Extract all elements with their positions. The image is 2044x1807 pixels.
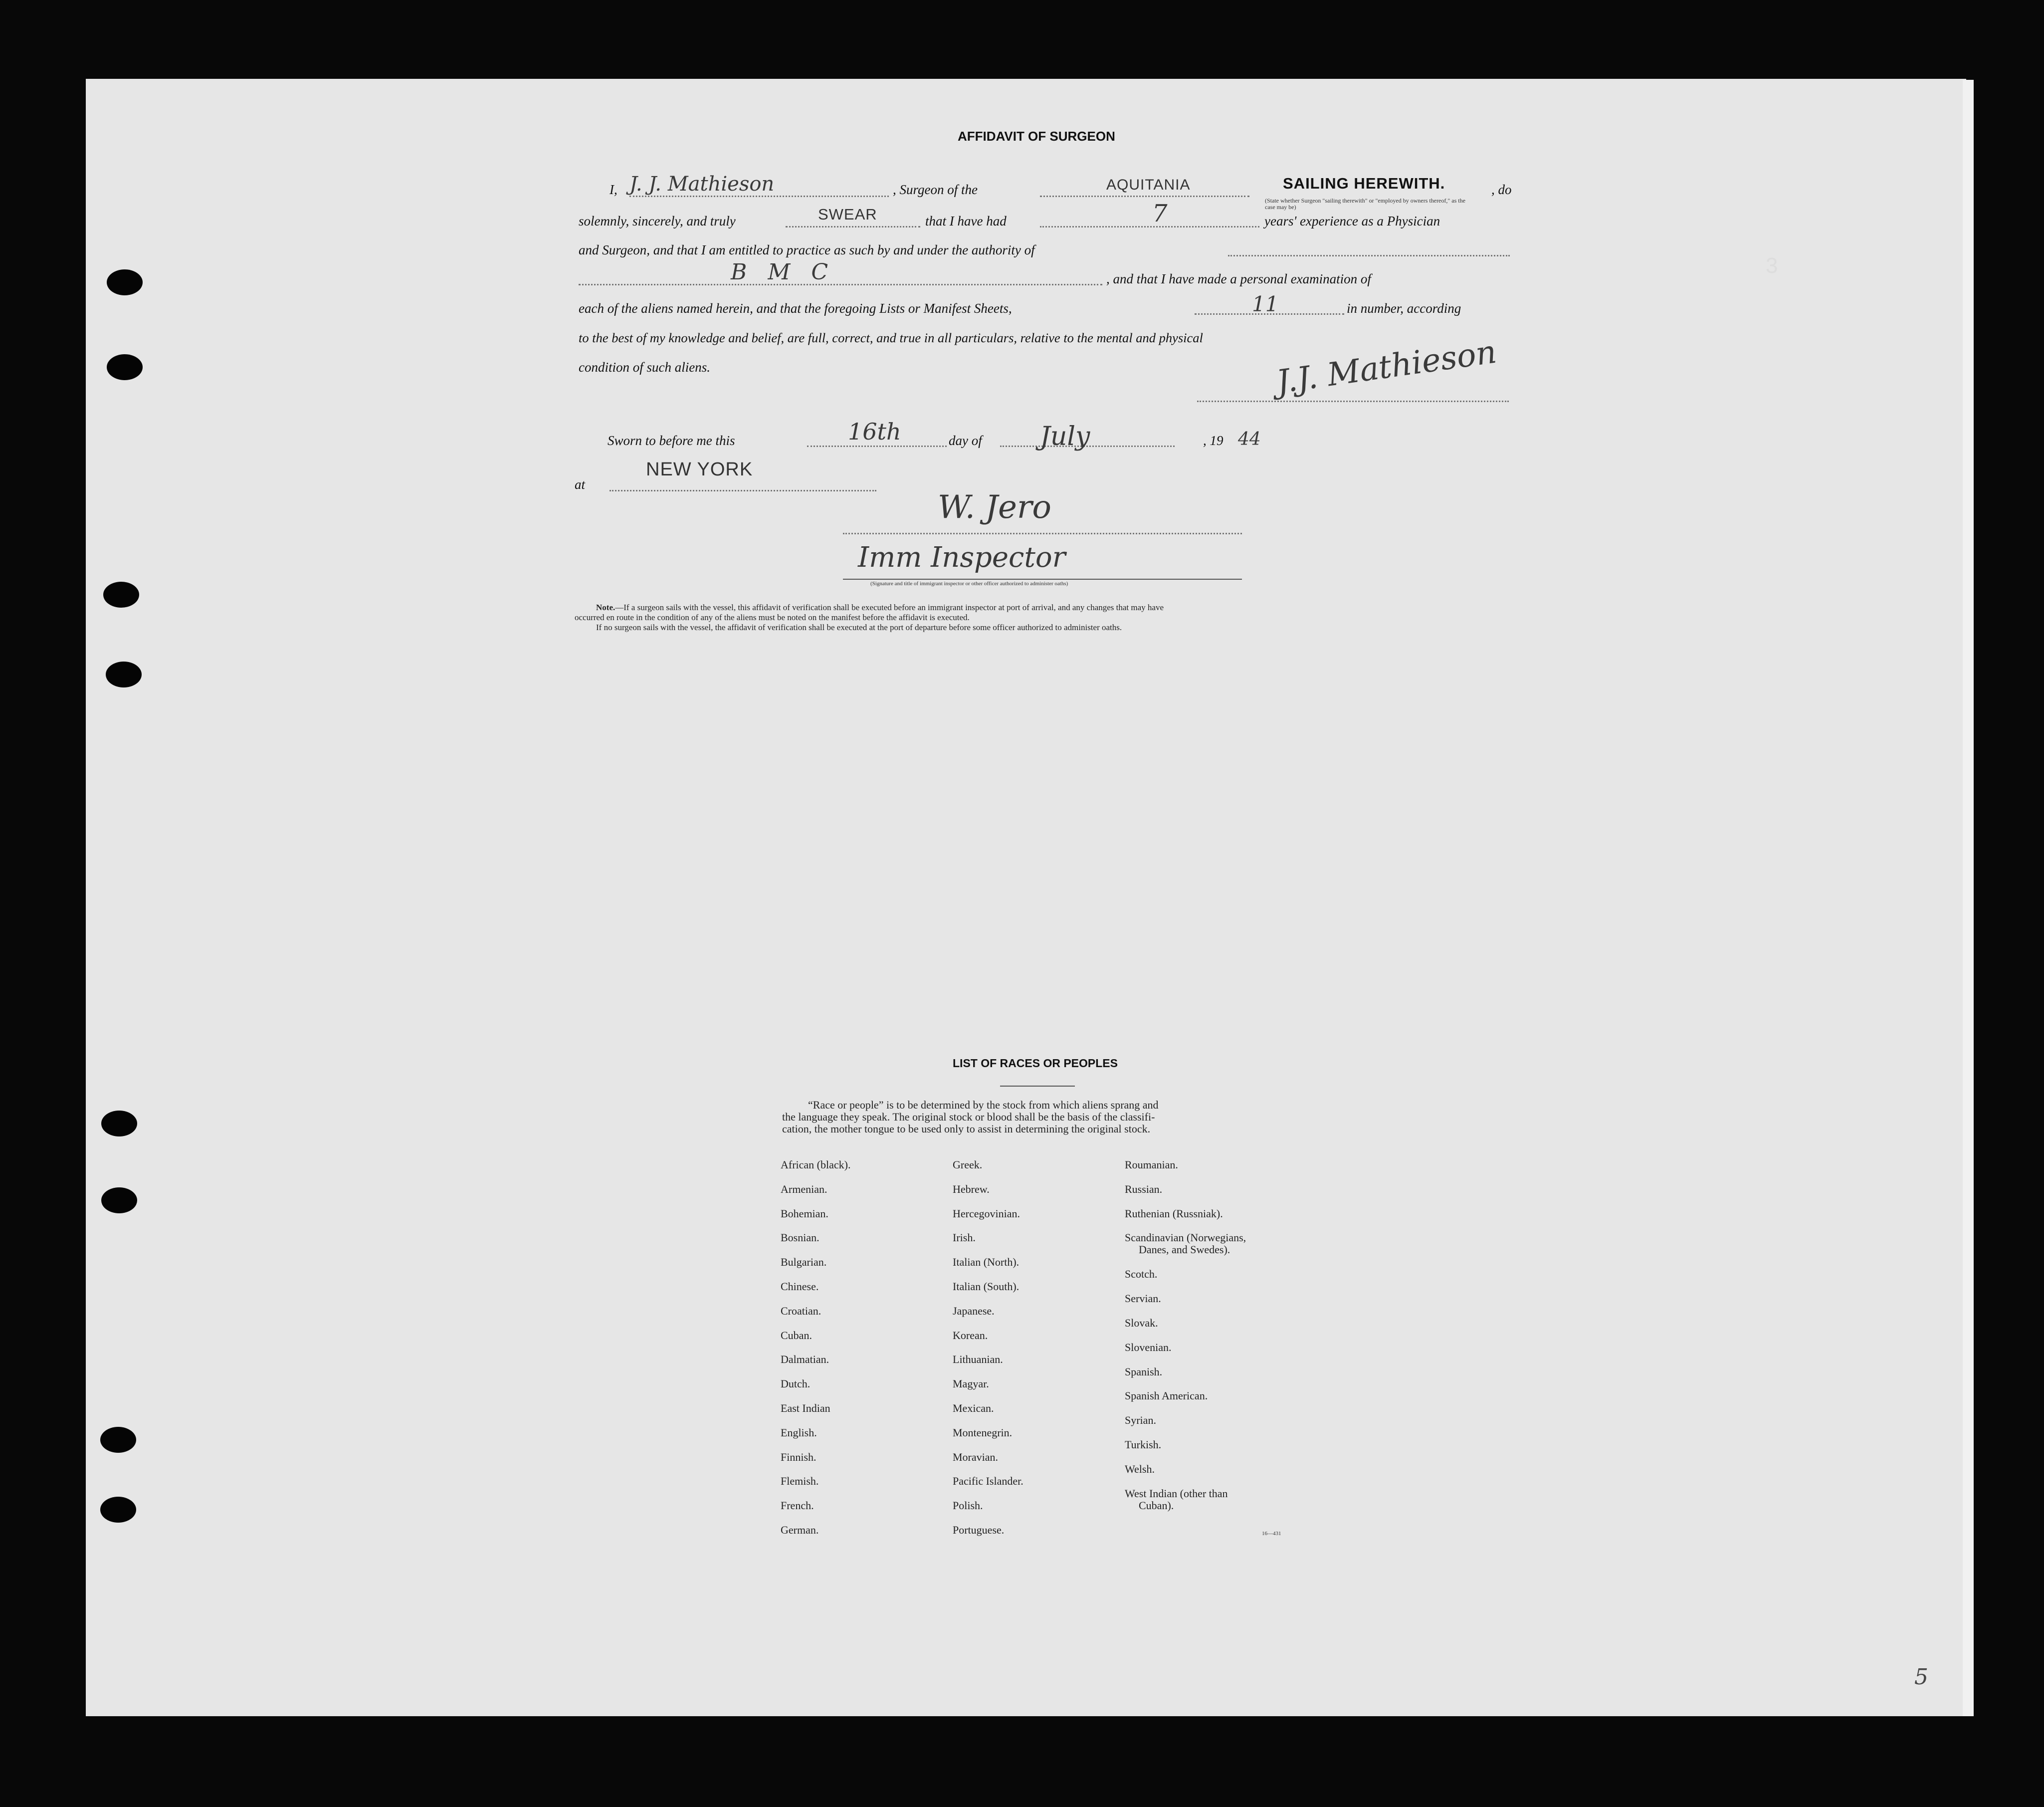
surgeon-name: J. J. Mathieson — [629, 173, 775, 196]
signature-line — [1197, 401, 1509, 402]
affidavit-title: AFFIDAVIT OF SURGEON — [958, 129, 1115, 144]
race-entry: Hercegovinian. — [953, 1207, 1020, 1220]
race-entry: Slovenian. — [1125, 1341, 1172, 1354]
race-entry: Ruthenian (Russniak). — [1125, 1207, 1223, 1220]
race-entry: Montenegrin. — [953, 1426, 1013, 1439]
note-text-1: —If a surgeon sails with the vessel, this affidavit of verification shall be executed before an immigrant inspector at port of arrival, and any changes that may have — [615, 603, 1164, 612]
race-entry: Finnish. — [781, 1450, 817, 1463]
binder-hole — [101, 1187, 137, 1213]
race-entry: Russian. — [1125, 1182, 1163, 1195]
race-entry: French. — [781, 1499, 814, 1512]
race-entry: Welsh. — [1125, 1462, 1155, 1475]
dotted-line — [1228, 255, 1510, 256]
surgeon-of-text: , Surgeon of the — [893, 182, 978, 197]
races-intro-line-3: cation, the mother tongue to be used only to assist in determining the original stock. — [782, 1123, 1151, 1135]
dotted-line — [629, 196, 889, 197]
race-entry: English. — [781, 1426, 817, 1439]
signature-line — [843, 533, 1242, 534]
sailing-status: SAILING HEREWITH. — [1283, 175, 1445, 192]
race-entry: Spanish American. — [1125, 1389, 1208, 1402]
race-entry: Croatian. — [781, 1304, 821, 1317]
race-entry: Korean. — [953, 1329, 988, 1342]
binder-hole — [107, 269, 143, 295]
dotted-line — [1040, 196, 1249, 197]
form-number: 16—431 — [1262, 1531, 1281, 1537]
race-entry: Slovak. — [1125, 1317, 1158, 1329]
signature-caption: (Signature and title of immigrant inspector or other officer authorized to administer oaths) — [870, 581, 1068, 587]
place-of-oath: NEW YORK — [646, 459, 753, 480]
note-line-3: If no surgeon sails with the vessel, the affidavit of verification shall be executed at the port of departure before some officer authorized to administer oaths. — [596, 623, 1122, 632]
experience-text: years' experience as a Physician — [1264, 214, 1440, 228]
race-entry: German. — [781, 1524, 819, 1536]
affidavit-line-2-start: solemnly, sincerely, and truly — [579, 214, 736, 228]
affidavit-line-6: to the best of my knowledge and belief, are full, correct, and true in all particulars, relative to the mental and physical — [579, 330, 1203, 345]
affidavit-line-4-end: , and that I have made a personal examination of — [1106, 271, 1371, 286]
sworn-year: 44 — [1238, 429, 1261, 450]
race-entry: Roumanian. — [1125, 1158, 1178, 1171]
affidavit-line-3: and Surgeon, and that I am entitled to practice as such by and under the authority of — [579, 242, 1035, 257]
surgeon-signature: J.J. Mathieson — [1274, 333, 1499, 401]
race-entry: Dutch. — [781, 1377, 811, 1390]
binder-hole — [100, 1497, 136, 1523]
pronoun: I, — [610, 182, 617, 197]
race-entry: Moravian. — [953, 1450, 999, 1463]
race-entry: African (black). — [781, 1158, 851, 1171]
title-rule — [1000, 1086, 1075, 1087]
race-entry: Pacific Islander. — [953, 1475, 1023, 1488]
page-number-mark: 3 — [1766, 253, 1778, 278]
race-entry: Flemish. — [781, 1475, 819, 1488]
dotted-line — [1040, 226, 1259, 227]
binder-hole — [101, 1111, 137, 1136]
officer-signature: W. Jero — [938, 489, 1051, 526]
licensing-authority: B M C — [731, 259, 835, 285]
corner-mark: 5 — [1914, 1664, 1928, 1690]
sheet-count: 11 — [1252, 292, 1279, 316]
race-entry: Turkish. — [1125, 1438, 1162, 1451]
race-entry-continuation: Cuban). — [1139, 1499, 1174, 1512]
dotted-line — [610, 490, 876, 491]
sailing-instruction: (State whether Surgeon "sailing therewith" or "employed by owners thereof," as the case may be) — [1265, 197, 1465, 211]
race-entry: Portuguese. — [953, 1524, 1005, 1536]
sworn-month: July — [1040, 422, 1090, 452]
dotted-line — [579, 284, 1102, 285]
binder-hole — [100, 1427, 136, 1453]
race-entry: Bulgarian. — [781, 1256, 827, 1269]
race-entry: Italian (North). — [953, 1256, 1020, 1269]
sworn-text: Sworn to before me this — [608, 433, 735, 448]
race-entry: Lithuanian. — [953, 1353, 1003, 1366]
dotted-line — [807, 446, 947, 447]
note-label: Note. — [596, 603, 615, 612]
race-entry: Chinese. — [781, 1280, 819, 1293]
year-prefix: , 19 — [1203, 433, 1224, 448]
at-text: at — [575, 477, 586, 492]
do-text: , do — [1491, 182, 1512, 197]
have-had-text: that I have had — [925, 214, 1007, 228]
race-entry: Italian (South). — [953, 1280, 1020, 1293]
race-entry: Greek. — [953, 1158, 983, 1171]
affidavit-line-7: condition of such aliens. — [579, 360, 710, 375]
race-entry: Armenian. — [781, 1182, 827, 1195]
signature-rule — [843, 579, 1242, 580]
race-entry: Syrian. — [1125, 1414, 1156, 1427]
sworn-day: 16th — [848, 418, 901, 445]
race-entry: West Indian (other than — [1125, 1487, 1228, 1500]
race-entry: Cuban. — [781, 1329, 812, 1342]
race-entry-continuation: Danes, and Swedes). — [1139, 1243, 1230, 1256]
race-entry: Bosnian. — [781, 1231, 819, 1244]
binder-hole — [103, 582, 139, 608]
binder-hole — [106, 662, 142, 687]
race-entry: Scotch. — [1125, 1268, 1158, 1281]
vessel-name: AQUITANIA — [1106, 177, 1191, 193]
note-line-2: occurred en route in the condition of any of the aliens must be noted on the manifest before the affidavit is executed. — [575, 613, 970, 622]
race-entry: East Indian — [781, 1402, 830, 1414]
race-entry: Bohemian. — [781, 1207, 828, 1220]
races-title: LIST OF RACES OR PEOPLES — [953, 1057, 1118, 1070]
race-entry: Mexican. — [953, 1402, 994, 1414]
manifest-sheet — [86, 79, 1966, 1716]
affidavit-line-5-start: each of the aliens named herein, and that the foregoing Lists or Manifest Sheets, — [579, 301, 1012, 316]
race-entry: Servian. — [1125, 1292, 1161, 1305]
oath-type: SWEAR — [818, 206, 877, 223]
race-entry: Polish. — [953, 1499, 983, 1512]
race-entry: Spanish. — [1125, 1365, 1163, 1378]
officer-title: Imm Inspector — [858, 541, 1066, 574]
affidavit-line-5-end: in number, according — [1347, 301, 1461, 316]
race-entry: Hebrew. — [953, 1182, 990, 1195]
races-intro-line-1: “Race or people” is to be determined by the stock from which aliens sprang and — [808, 1099, 1159, 1111]
races-intro-line-2: the language they speak. The original stock or blood shall be the basis of the classifi- — [782, 1111, 1155, 1123]
note-line-1 — [596, 603, 1164, 613]
race-entry: Scandinavian (Norwegians, — [1125, 1231, 1246, 1244]
race-entry: Dalmatian. — [781, 1353, 829, 1366]
race-entry: Irish. — [953, 1231, 976, 1244]
race-entry: Magyar. — [953, 1377, 989, 1390]
dotted-line — [786, 226, 920, 227]
race-entry: Japanese. — [953, 1304, 995, 1317]
years-experience: 7 — [1152, 200, 1168, 227]
day-of-text: day of — [949, 433, 982, 448]
binder-hole — [107, 354, 143, 380]
sheet-edge — [1963, 80, 1974, 1716]
